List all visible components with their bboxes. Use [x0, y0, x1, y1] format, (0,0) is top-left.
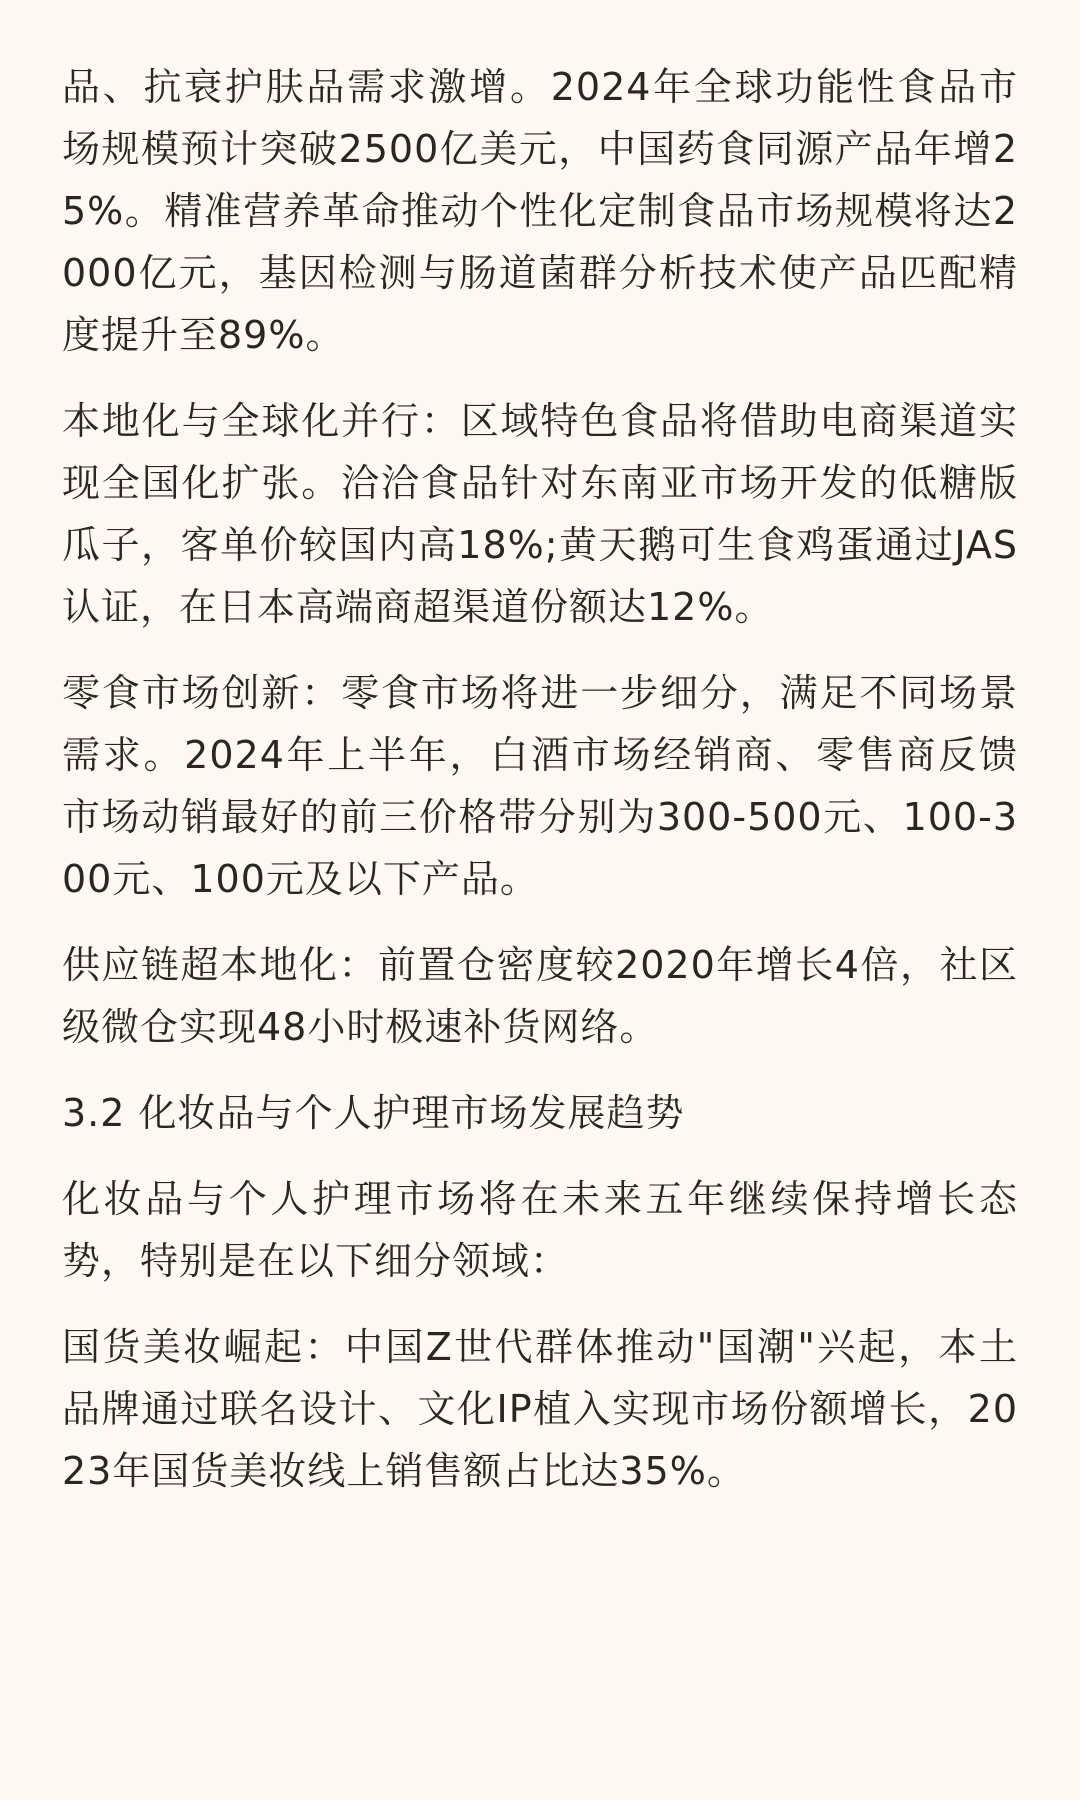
paragraph-functional-food: 品、抗衰护肤品需求激增。2024年全球功能性食品市场规模预计突破2500亿美元，中国药食同源产品年增25%。精准营养革命推动个性化定制食品市场规模将达2000亿元，基因检测与肠道菌群分析技术使产品匹配精度提升至89%。	[62, 65, 1018, 357]
paragraph-snack-market: 零食市场创新：零食市场将进一步细分，满足不同场景需求。2024年上半年，白酒市场经销商、零售商反馈市场动销最好的前三价格带分别为300-500元、100-300元、100元及以下产品。	[62, 671, 1018, 901]
section-heading: 3.2 化妆品与个人护理市场发展趋势	[62, 1091, 685, 1135]
paragraph-domestic-beauty: 国货美妆崛起：中国Z世代群体推动"国潮"兴起，本土品牌通过联名设计、文化IP植入实现市场份额增长，2023年国货美妆线上销售额占比达35%。	[62, 1325, 1018, 1493]
paragraph-supply-chain: 供应链超本地化：前置仓密度较2020年增长4倍，社区级微仓实现48小时极速补货网络。	[62, 943, 1018, 1049]
paragraph-localization-globalization: 本地化与全球化并行：区域特色食品将借助电商渠道实现全国化扩张。洽洽食品针对东南亚市场开发的低糖版瓜子，客单价较国内高18%;黄天鹅可生食鸡蛋通过JAS认证，在日本高端商超渠道份额达12%。	[62, 399, 1018, 629]
paragraph-cosmetics-intro: 化妆品与个人护理市场将在未来五年继续保持增长态势，特别是在以下细分领域：	[62, 1177, 1018, 1283]
